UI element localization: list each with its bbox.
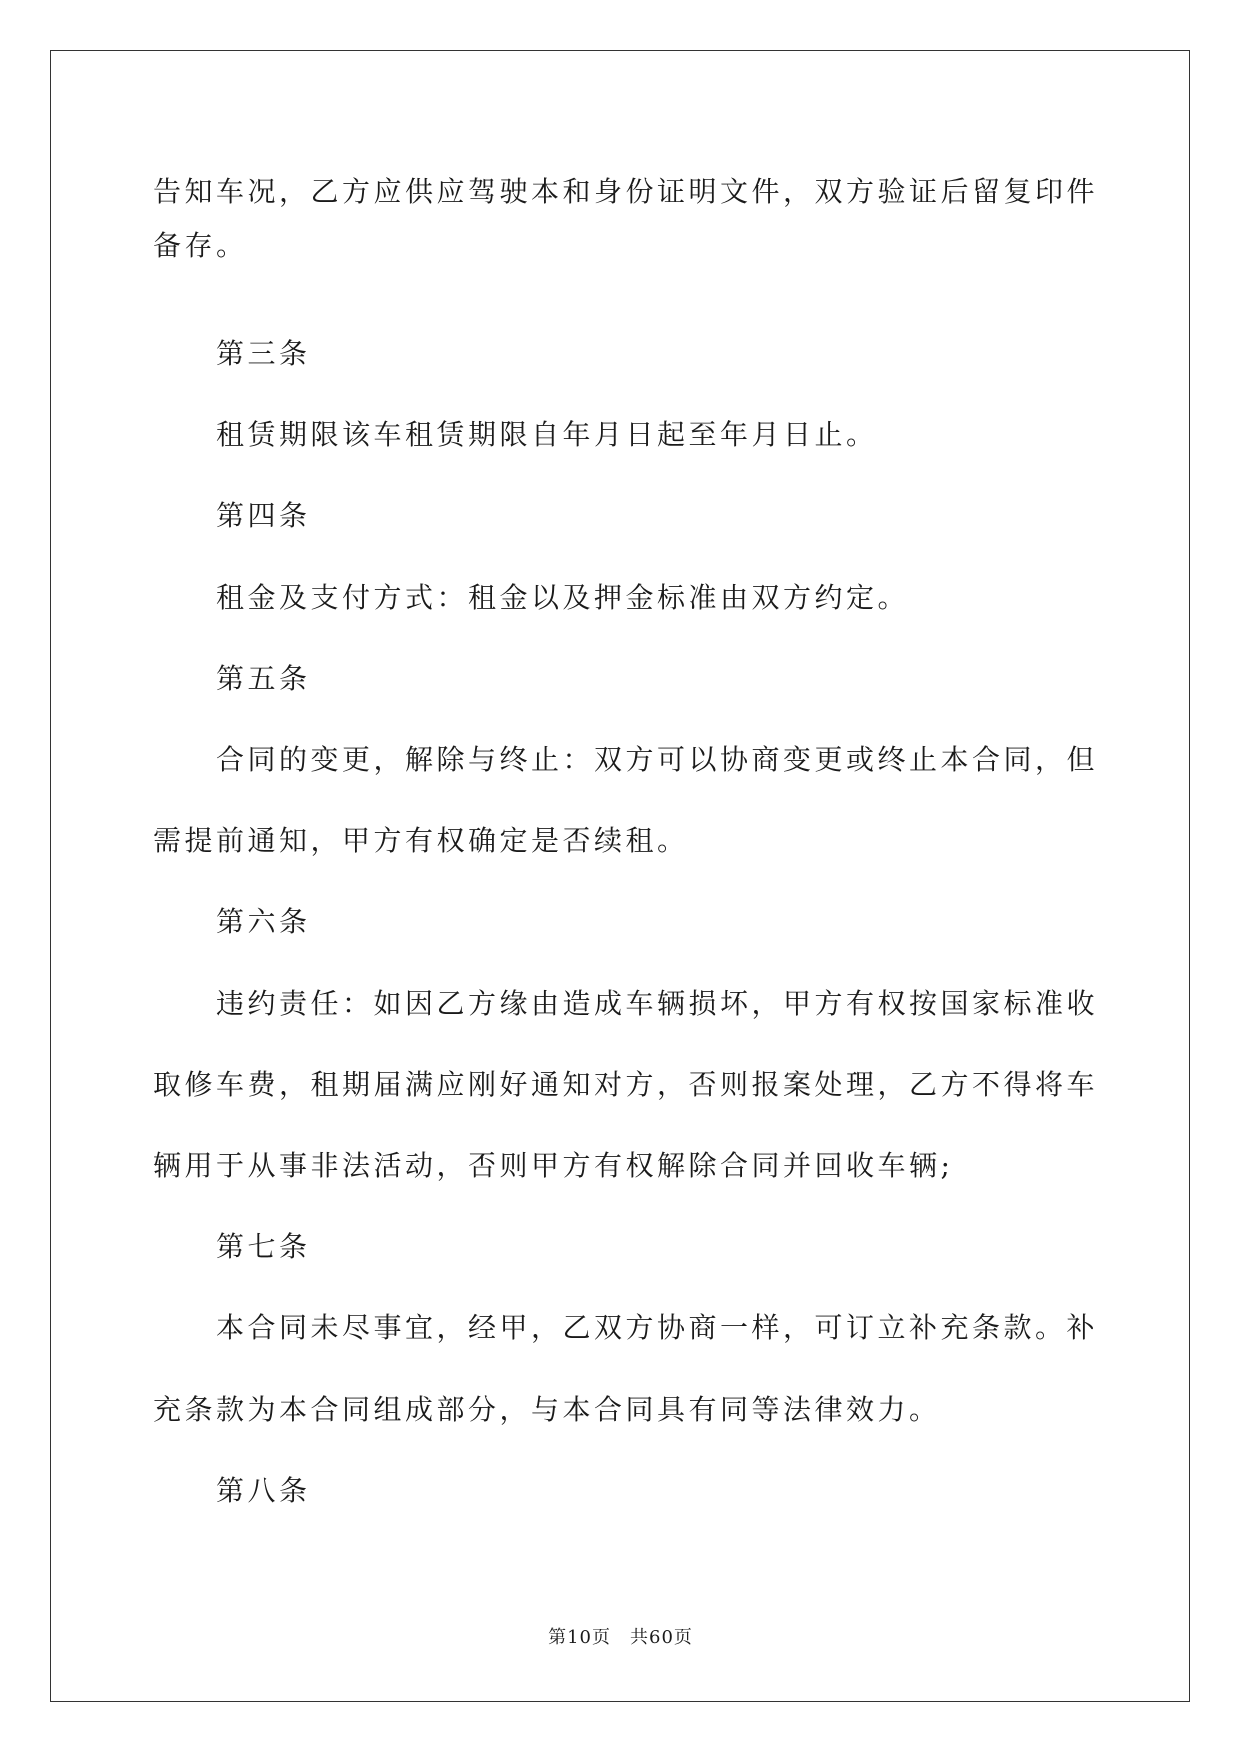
article-7-body-1: 本合同未尽事宜，经甲，乙双方协商一样，可订立补充条款。补 — [216, 1311, 1099, 1344]
article-6-heading: 第六条 — [216, 905, 311, 938]
article-5-heading: 第五条 — [216, 662, 311, 695]
body-line-2: 备存。 — [153, 229, 248, 262]
article-6-body-3: 辆用于从事非法活动，否则甲方有权解除合同并回收车辆; — [153, 1149, 954, 1182]
article-6-body-2: 取修车费，租期届满应刚好通知对方，否则报案处理，乙方不得将车 — [153, 1068, 1099, 1101]
article-5-body-1: 合同的变更，解除与终止：双方可以协商变更或终止本合同，但 — [216, 743, 1099, 776]
article-8-heading: 第八条 — [216, 1474, 311, 1507]
article-4-body: 租金及支付方式：租金以及押金标准由双方约定。 — [216, 581, 910, 614]
article-7-heading: 第七条 — [216, 1230, 311, 1263]
article-6-body-1: 违约责任：如因乙方缘由造成车辆损坏，甲方有权按国家标准收 — [216, 987, 1099, 1020]
body-line-1: 告知车况，乙方应供应驾驶本和身份证明文件，双方验证后留复印件 — [153, 175, 1099, 208]
page-number: 第10页 共60页 — [548, 1627, 693, 1648]
article-3-heading: 第三条 — [216, 337, 311, 370]
article-3-body: 租赁期限该车租赁期限自年月日起至年月日止。 — [216, 418, 878, 451]
article-7-body-2: 充条款为本合同组成部分，与本合同具有同等法律效力。 — [153, 1393, 941, 1426]
article-4-heading: 第四条 — [216, 499, 311, 532]
page-border — [50, 50, 1190, 1702]
article-5-body-2: 需提前通知，甲方有权确定是否续租。 — [153, 824, 689, 857]
